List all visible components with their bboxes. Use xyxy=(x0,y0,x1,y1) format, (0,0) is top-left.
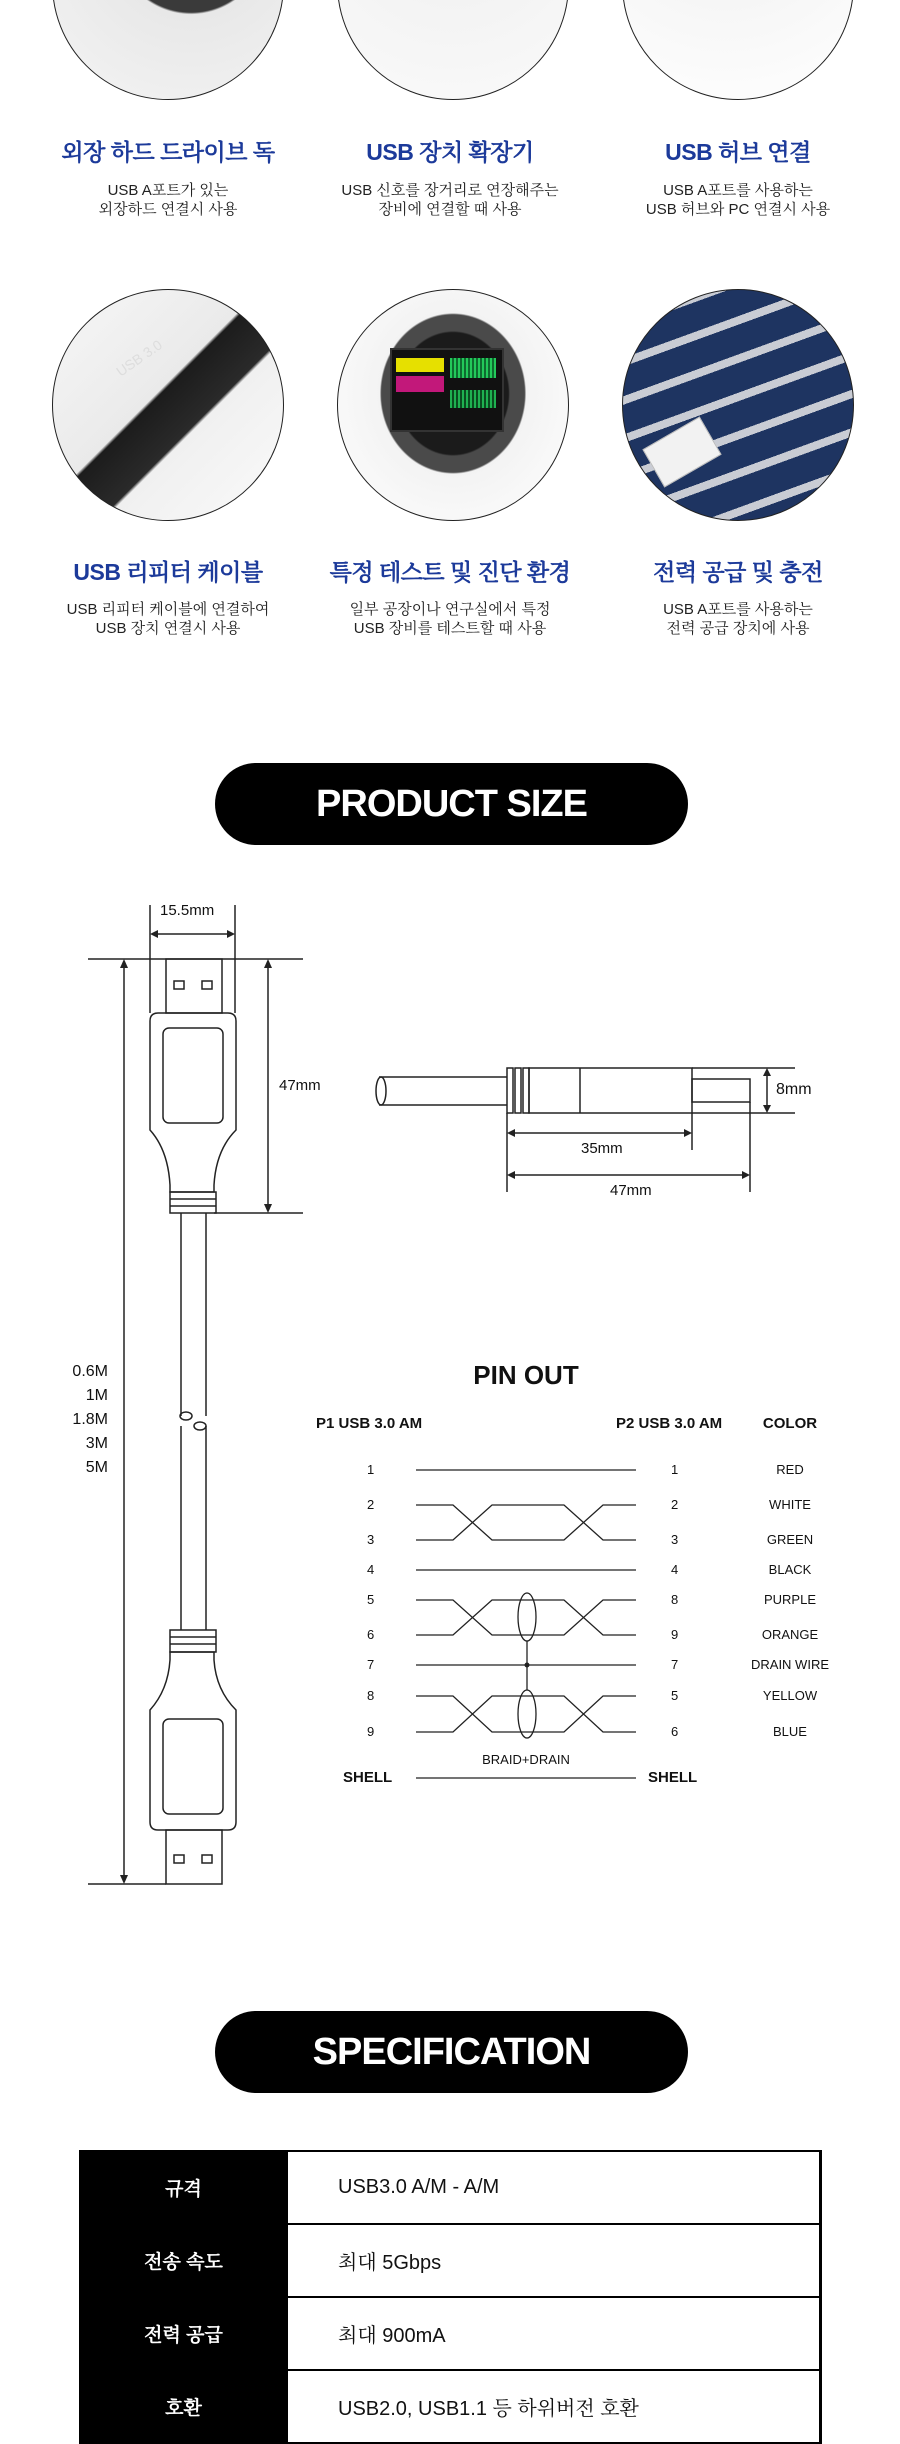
side-total-label: 47mm xyxy=(610,1182,652,1199)
spec-label: 규격 xyxy=(79,2151,288,2224)
length-option: 1.8M xyxy=(72,1411,108,1428)
spec-value: 최대 900mA xyxy=(288,2297,821,2370)
length-option: 0.6M xyxy=(72,1363,108,1380)
braid-drain-label: BRAID+DRAIN xyxy=(482,1752,570,1767)
width-dim-label: 15.5mm xyxy=(160,902,215,919)
side-height-label: 8mm xyxy=(776,1081,812,1098)
product-size-heading: PRODUCT SIZE xyxy=(215,763,688,845)
p1-header: P1 USB 3.0 AM xyxy=(316,1415,423,1432)
length-option: 1M xyxy=(85,1387,108,1404)
spec-value: USB2.0, USB1.1 등 하위버전 호환 xyxy=(288,2370,821,2443)
usage-title-hdd: 외장 하드 드라이브 독 xyxy=(61,139,275,165)
table-row xyxy=(79,2370,821,2443)
spec-label: 호환 xyxy=(79,2370,288,2443)
side-body-label: 35mm xyxy=(581,1140,623,1157)
spec-table xyxy=(79,2150,822,2444)
length-option: 3M xyxy=(85,1435,108,1452)
length-option: 5M xyxy=(85,1459,108,1476)
specification-heading: SPECIFICATION xyxy=(215,2011,688,2093)
usage-desc-repeater: USB 리피터 케이블에 연결하여 USB 장치 연결시 사용 xyxy=(66,601,270,637)
usage-title-power: 전력 공급 및 충전 xyxy=(653,559,823,585)
usage-desc-extender: USB 신호를 장거리로 연장해주는 장비에 연결할 때 사용 xyxy=(341,182,559,218)
table-row xyxy=(79,2151,821,2224)
usage-desc-power: USB A포트를 사용하는 전력 공급 장치에 사용 xyxy=(663,601,813,637)
spec-label: 전송 속도 xyxy=(79,2224,288,2297)
color-header: COLOR xyxy=(762,1415,818,1432)
spec-value: USB3.0 A/M - A/M xyxy=(288,2151,821,2224)
usage-desc-test: 일부 공장이나 연구실에서 특정 USB 장비를 테스트할 때 사용 xyxy=(349,601,551,637)
usage-title-extender: USB 장치 확장기 xyxy=(366,139,534,165)
usage-desc-hdd: USB A포트가 있는 외장하드 연결시 사용 xyxy=(98,182,238,218)
usage-title-test: 특정 테스트 및 진단 환경 xyxy=(329,559,571,585)
usage-title-hub: USB 허브 연결 xyxy=(665,139,811,165)
table-row xyxy=(79,2224,821,2297)
spec-value: 최대 5Gbps xyxy=(288,2224,821,2297)
spec-label: 전력 공급 xyxy=(79,2297,288,2370)
shell-label-left: SHELL xyxy=(343,1769,393,1786)
pinout-title: PIN OUT xyxy=(473,1360,579,1390)
usage-title-repeater: USB 리피터 케이블 xyxy=(73,559,263,585)
table-row xyxy=(79,2297,821,2370)
repeater-label: USB 3.0 xyxy=(113,336,166,380)
p2-header: P2 USB 3.0 AM xyxy=(616,1415,723,1432)
usage-desc-hub: USB A포트를 사용하는 USB 허브와 PC 연결시 사용 xyxy=(645,182,831,218)
shell-label-right: SHELL xyxy=(648,1769,698,1786)
plug-length-dim-label: 47mm xyxy=(279,1077,321,1094)
